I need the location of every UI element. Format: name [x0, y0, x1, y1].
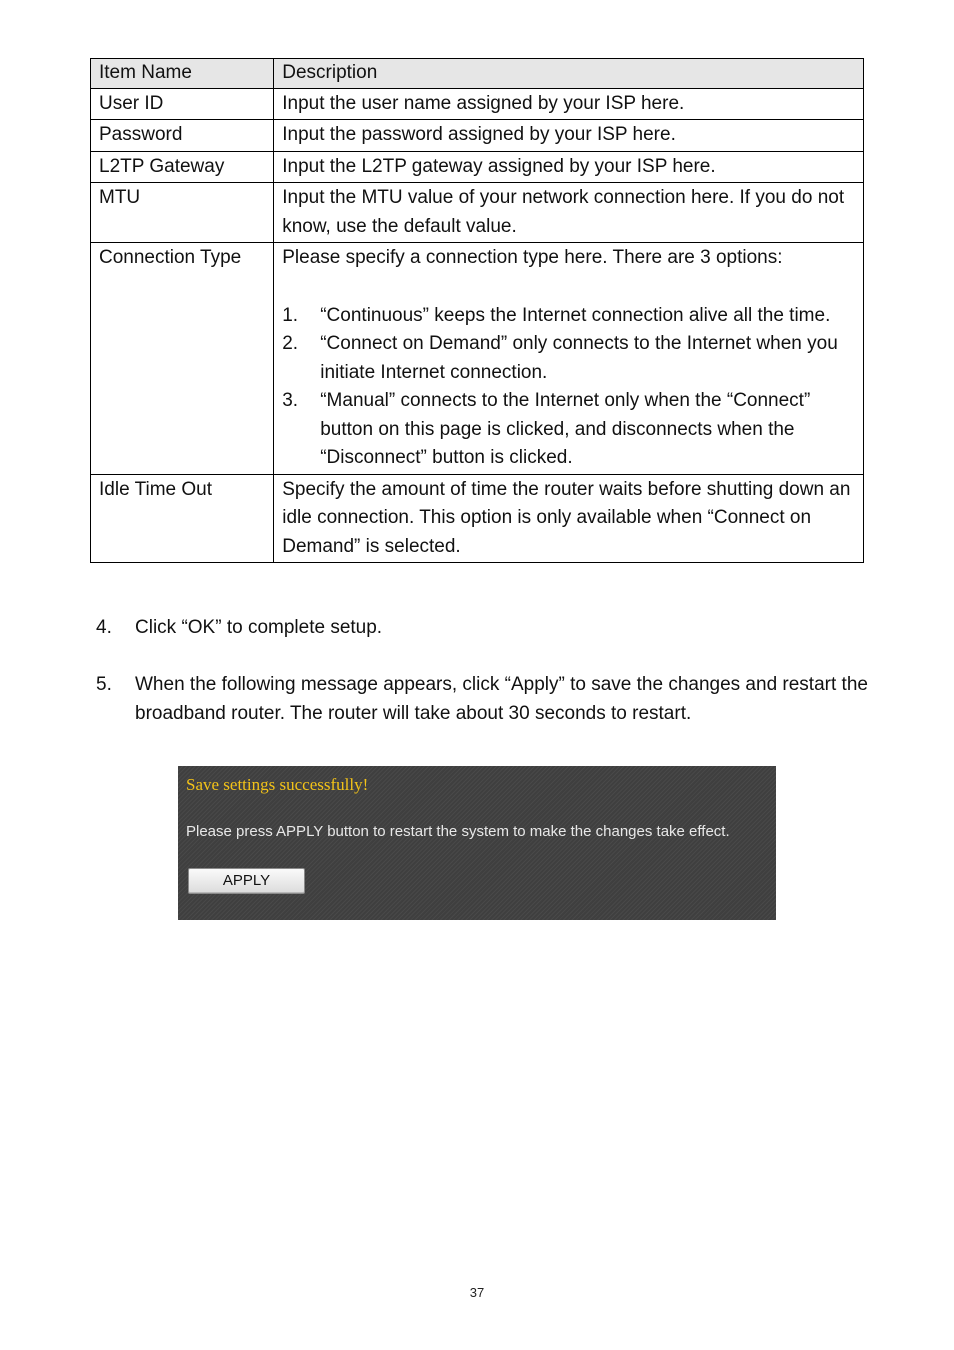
- dialog-message: Please press APPLY button to restart the system to make the changes take effect.: [186, 823, 730, 840]
- step-number: 4.: [96, 617, 112, 638]
- row-item-name: User ID: [91, 88, 274, 120]
- list-item-text: “Continuous” keeps the Internet connection alive all the time.: [320, 304, 831, 326]
- table-row: [91, 88, 864, 120]
- step-item: [96, 670, 906, 728]
- dialog-title: Save settings successfully!: [186, 775, 369, 794]
- row-description: Specify the amount of time the router waits before shutting down an idle connection. This option is only available when “Connect on Demand” is selected.: [274, 474, 864, 563]
- row-description: Input the password assigned by your ISP here.: [274, 120, 864, 152]
- list-item: [282, 302, 855, 331]
- row-item-name: L2TP Gateway: [91, 151, 274, 183]
- list-number: 2.: [282, 333, 299, 354]
- row-item-name: Idle Time Out: [91, 474, 274, 563]
- list-item-text: “Connect on Demand” only connects to the Internet when you initiate Internet connection.: [320, 333, 838, 383]
- table-row: [91, 474, 864, 563]
- connection-type-intro: Please specify a connection type here. There are 3 options:: [282, 247, 783, 268]
- save-settings-dialog: [178, 766, 776, 920]
- row-description: Input the MTU value of your network connection here. If you do not know, use the default value.: [274, 183, 864, 243]
- row-item-name: MTU: [91, 183, 274, 243]
- table-header-row: [91, 59, 864, 89]
- table-row: [91, 243, 864, 475]
- step-text: When the following message appears, click “Apply” to save the changes and restart the broadband router. The router will take about 30 seconds to restart.: [135, 674, 868, 724]
- list-item: [282, 387, 855, 473]
- row-item-name: Connection Type: [91, 243, 274, 475]
- item-description-table: [90, 58, 864, 563]
- table-row: [91, 120, 864, 152]
- step-number: 5.: [96, 674, 112, 695]
- connection-type-options: [282, 302, 855, 473]
- page-number: 37: [469, 1285, 485, 1300]
- list-number: 1.: [282, 304, 299, 326]
- step-text: Click “OK” to complete setup.: [135, 617, 383, 638]
- row-description: Input the L2TP gateway assigned by your ISP here.: [274, 151, 864, 183]
- row-item-name: Password: [91, 120, 274, 152]
- list-item-text: “Manual” connects to the Internet only when the “Connect” button on this page is clicked, and disconnects when the “Disconnect” button is clicked.: [320, 390, 811, 468]
- row-description: [274, 243, 864, 475]
- apply-button[interactable]: APPLY: [188, 868, 305, 894]
- list-item: [282, 330, 855, 387]
- header-item-name: Item Name: [91, 59, 274, 89]
- row-description: Input the user name assigned by your ISP here.: [274, 88, 864, 120]
- table-row: [91, 151, 864, 183]
- header-description: Description: [274, 59, 864, 89]
- table-row: [91, 183, 864, 243]
- step-item: [96, 613, 906, 642]
- list-number: 3.: [282, 390, 299, 411]
